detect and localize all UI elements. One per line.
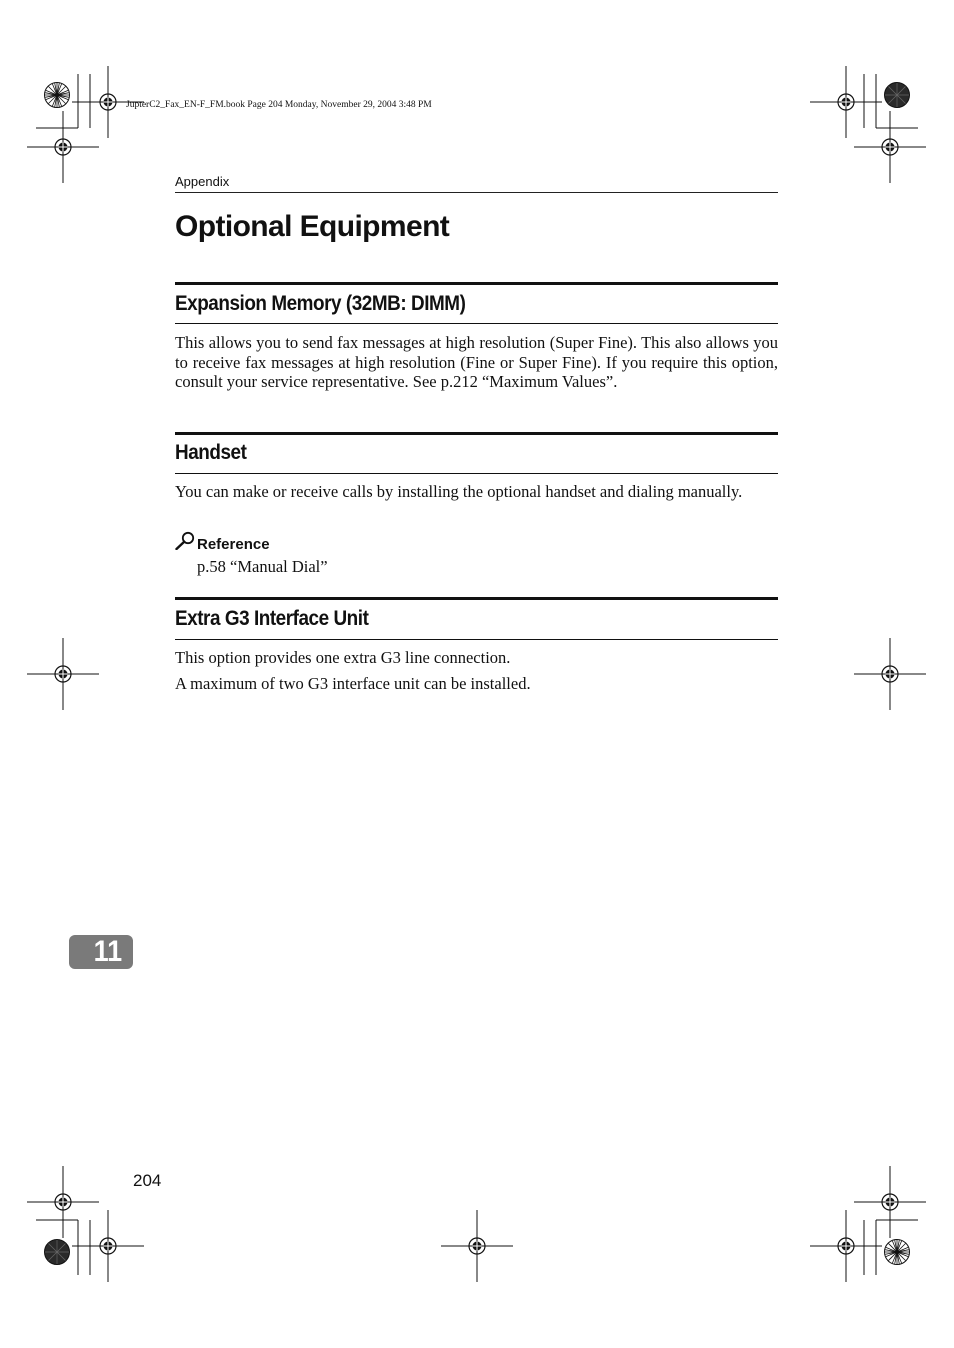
chapter-number: 11 xyxy=(93,935,123,968)
section-bottom-rule xyxy=(175,323,778,324)
section-body-line-1: This option provides one extra G3 line connection. xyxy=(175,648,511,667)
reference-magnifier-icon xyxy=(175,531,196,550)
section-body-handset: You can make or receive calls by installing the optional handset and dialing manually. xyxy=(175,482,743,501)
page-title: Optional Equipment xyxy=(175,210,450,243)
header-rule xyxy=(175,192,778,193)
section-top-rule xyxy=(175,597,778,600)
section-heading-handset: Handset xyxy=(175,441,247,464)
chapter-tab xyxy=(69,935,133,969)
section-heading-expansion-memory: Expansion Memory (32MB: DIMM) xyxy=(175,292,466,315)
reference-title: Reference xyxy=(197,536,270,553)
section-bottom-rule xyxy=(175,639,778,640)
running-head: Appendix xyxy=(175,174,230,189)
book-info-slug: JupterC2_Fax_EN-F_FM.book Page 204 Monday, November 29, 2004 3:48 PM xyxy=(126,100,432,110)
section-heading-extra-g3: Extra G3 Interface Unit xyxy=(175,607,369,630)
section-body-line-2: A maximum of two G3 interface unit can be installed. xyxy=(175,674,531,693)
section-top-rule xyxy=(175,432,778,435)
section-top-rule xyxy=(175,282,778,285)
section-bottom-rule xyxy=(175,473,778,474)
reference-link-manual-dial[interactable]: p.58 “Manual Dial” xyxy=(197,557,328,576)
page-number: 204 xyxy=(133,1171,162,1190)
section-body-expansion-memory: This allows you to send fax messages at high resolution (Super Fine). This also allows you to receive fax messages at high resolution (Fine or Super Fine). If you require this option, consult your service representative. See p.212 “Maximum Values”. xyxy=(175,333,778,392)
